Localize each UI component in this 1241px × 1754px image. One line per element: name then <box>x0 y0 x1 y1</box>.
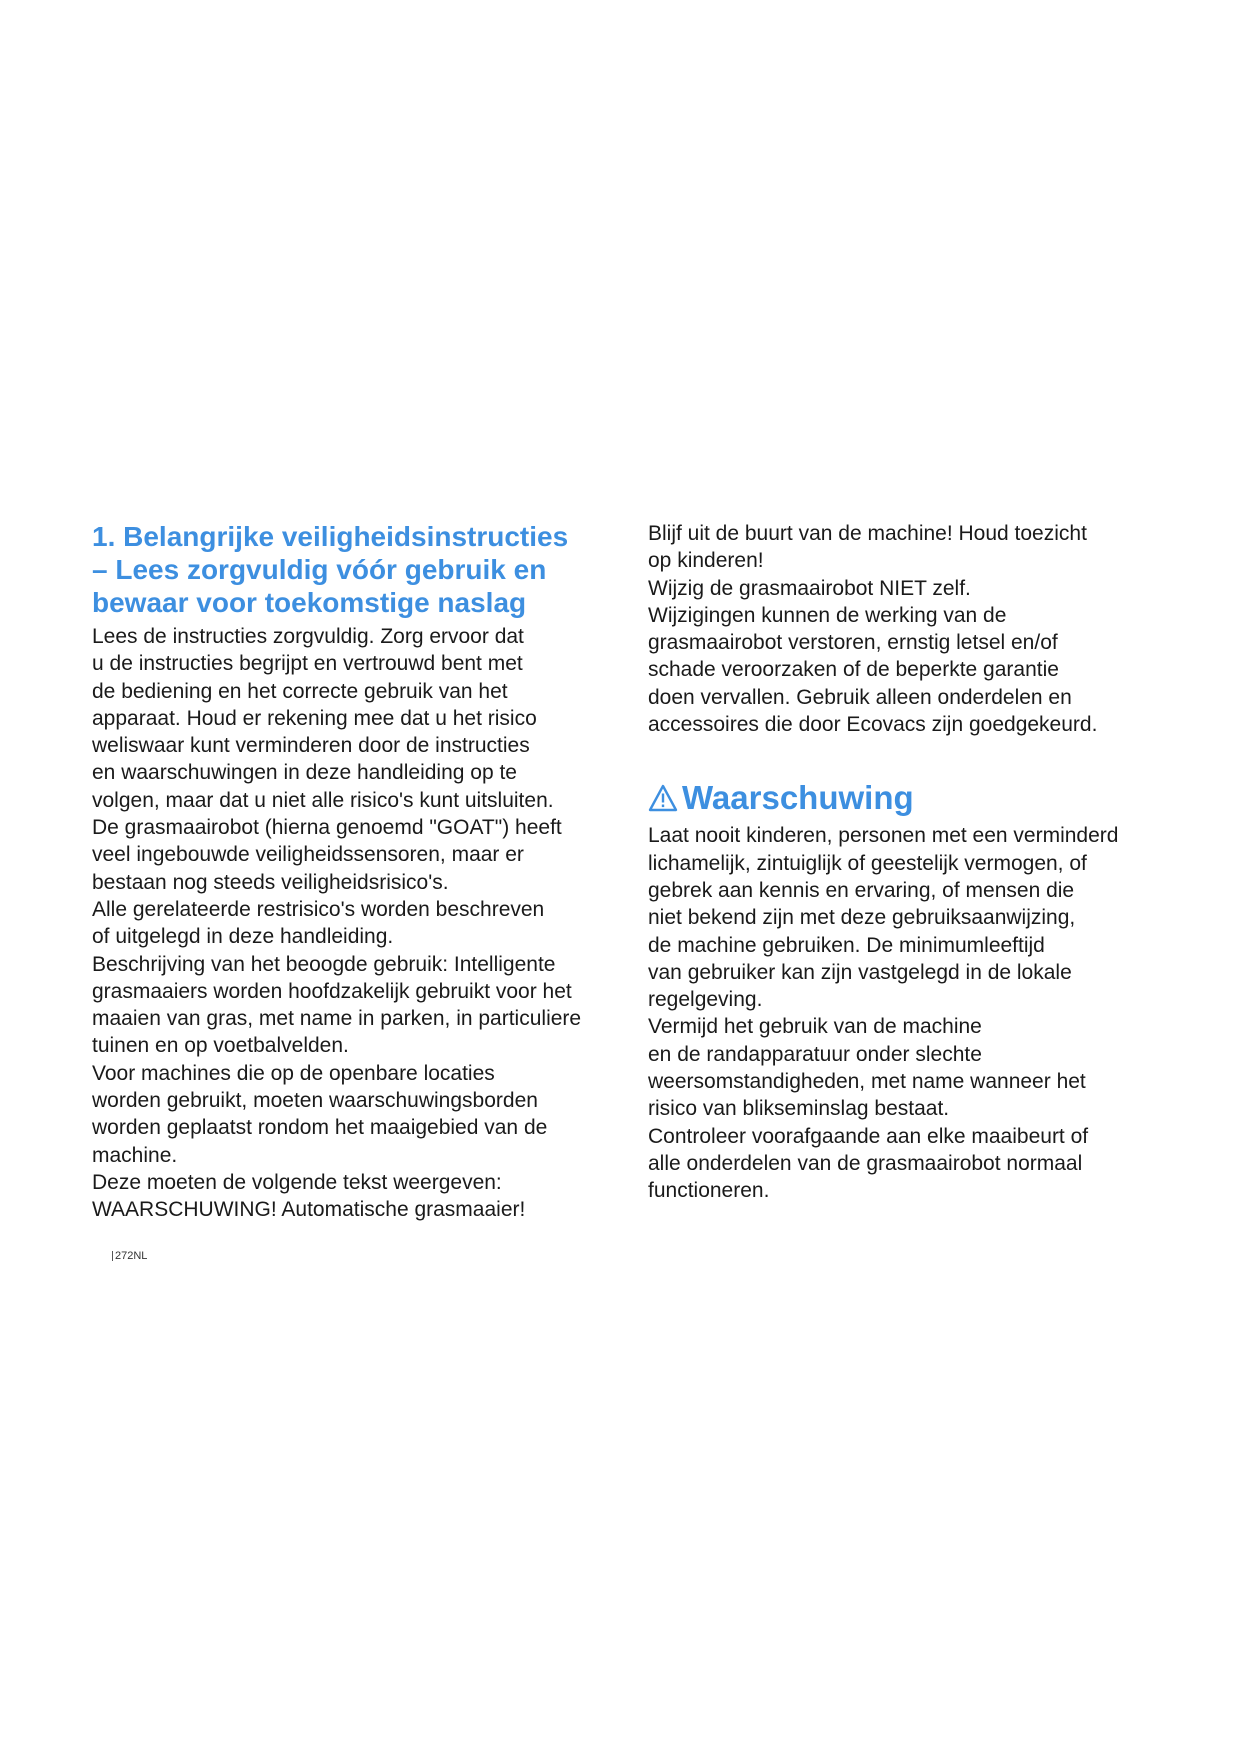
text-line: worden geplaatst rondom het maaigebied van de <box>92 1116 548 1140</box>
page-number <box>112 1250 147 1262</box>
heading-line: 1. Belangrijke veiligheidsinstructies <box>92 521 569 552</box>
text-line: de machine gebruiken. De minimumleeftijd <box>648 933 1045 957</box>
text-line: Deze moeten de volgende tekst weergeven: <box>92 1170 502 1194</box>
warning-title: Waarschuwing <box>682 779 914 817</box>
text-line: alle onderdelen van de grasmaairobot normaal <box>648 1151 1083 1175</box>
text-line: schade veroorzaken of de beperkte garantie <box>648 658 1059 682</box>
text-line: Lees de instructies zorgvuldig. Zorg ervoor dat <box>92 625 524 648</box>
text-line: of uitgelegd in deze handleiding. <box>92 925 394 949</box>
text-line: machine. <box>92 1143 178 1167</box>
text-line: regelgeving. <box>648 988 763 1012</box>
text-line: doen vervallen. Gebruik alleen onderdelen en <box>648 685 1072 709</box>
text-line: weersomstandigheden, met name wanneer het <box>648 1070 1086 1094</box>
modification-text <box>648 520 1168 738</box>
heading-line: – Lees zorgvuldig vóór gebruik en <box>92 554 547 585</box>
text-line: Controleer voorafgaande aan elke maaibeurt of <box>648 1124 1089 1148</box>
text-line: Blijf uit de buurt van de machine! Houd toezicht <box>648 522 1087 545</box>
text-line: van gebruiker kan zijn vastgelegd in de lokale <box>648 960 1072 984</box>
text-line: Vermijd het gebruik van de machine <box>648 1015 982 1039</box>
text-line: functioneren. <box>648 1179 770 1203</box>
text-line: Alle gerelateerde restrisico's worden beschreven <box>92 897 545 921</box>
text-line: apparaat. Houd er rekening mee dat u het risico <box>92 706 537 730</box>
text-line: en waarschuwingen in deze handleiding op te <box>92 761 517 785</box>
text-line: de bediening en het correcte gebruik van het <box>92 679 508 703</box>
text-line: op kinderen! <box>648 549 764 573</box>
warning-text <box>648 822 1168 1204</box>
warning-triangle-icon <box>648 784 678 812</box>
text-line: gebrek aan kennis en ervaring, of mensen die <box>648 878 1075 902</box>
text-line: accessoires die door Ecovacs zijn goedgekeurd. <box>648 713 1098 737</box>
text-line: veel ingebouwde veiligheidssensoren, maar er <box>92 843 524 867</box>
text-line: Wijzig de grasmaairobot NIET zelf. <box>648 576 971 600</box>
text-line: risico van blikseminslag bestaat. <box>648 1097 950 1121</box>
text-line: Beschrijving van het beoogde gebruik: Intelligente <box>92 952 556 976</box>
page-number-text: 272NL <box>115 1250 148 1262</box>
left-column <box>92 520 612 1224</box>
text-line: Wijzigingen kunnen de werking van de <box>648 603 1007 627</box>
text-line: De grasmaairobot (hierna genoemd "GOAT") heeft <box>92 816 562 840</box>
text-line: Laat nooit kinderen, personen met een verminderd <box>648 824 1119 848</box>
text-line: en de randapparatuur onder slechte <box>648 1042 982 1066</box>
text-line: worden gebruikt, moeten waarschuwingsborden <box>92 1089 538 1113</box>
warning-heading <box>648 778 1168 818</box>
text-line: niet bekend zijn met deze gebruiksaanwijzing, <box>648 906 1076 930</box>
text-line: grasmaairobot verstoren, ernstig letsel en/of <box>648 631 1058 655</box>
right-column <box>648 520 1168 1205</box>
text-line: lichamelijk, zintuiglijk of geestelijk vermogen, of <box>648 851 1087 875</box>
text-line: u de instructies begrijpt en vertrouwd bent met <box>92 652 523 676</box>
text-line: maaien van gras, met name in parken, in particuliere <box>92 1007 582 1031</box>
page-number-divider <box>112 1251 113 1261</box>
text-line: tuinen en op voetbalvelden. <box>92 1034 349 1058</box>
text-line: bestaan nog steeds veiligheidsrisico's. <box>92 870 449 894</box>
text-line: Voor machines die op de openbare locaties <box>92 1061 495 1085</box>
text-line: weliswaar kunt verminderen door de instructies <box>92 734 530 758</box>
text-line: volgen, maar dat u niet alle risico's kunt uitsluiten. <box>92 788 554 812</box>
safety-instructions-text <box>92 623 612 1224</box>
section-heading <box>92 520 612 619</box>
heading-line: bewaar voor toekomstige naslag <box>92 587 527 618</box>
text-line: WAARSCHUWING! Automatische grasmaaier! <box>92 1198 526 1222</box>
text-line: grasmaaiers worden hoofdzakelijk gebruikt voor het <box>92 979 572 1003</box>
